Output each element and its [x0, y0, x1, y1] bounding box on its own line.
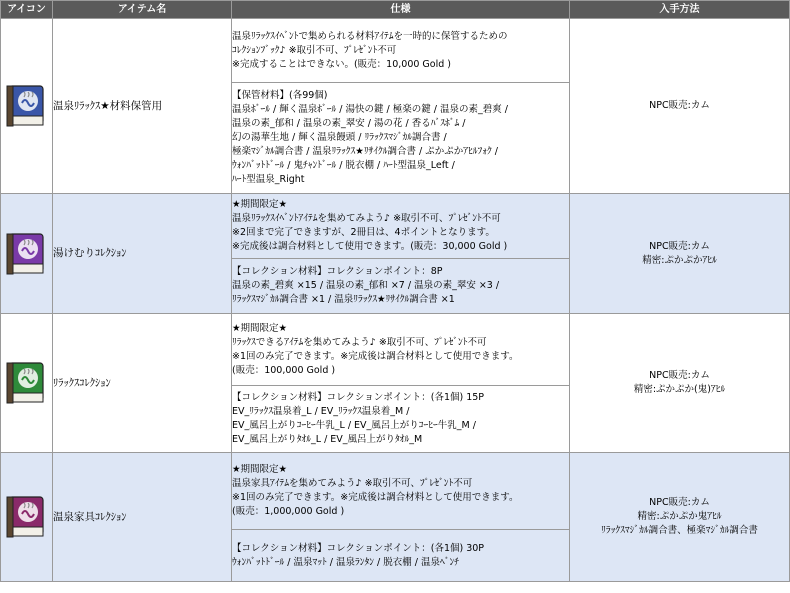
spec-line: 【コレクション材料】コレクションポイント：(各1個) 30P [232, 542, 485, 554]
spec-line: 温泉ﾘﾗｯｸｽｲﾍﾞﾝﾄで集められる材料ｱｲﾃﾑを一時的に保管するための [232, 30, 508, 42]
item-name [53, 19, 232, 194]
spec-line: ※1回のみ完了できます。※完成後は調合材料として使用できます。 [232, 350, 519, 362]
spec-line: 幻の湯華生地 / 輝く温泉饅頭 / ﾘﾗｯｸｽﾏｼﾞｶﾙ調合書 / [232, 132, 447, 143]
spec-line: 温泉ﾘﾗｯｸｽｲﾍﾞﾝﾄｱｲﾃﾑを集めてみよう♪ ※取引不可、ﾌﾟﾚｾﾞﾝﾄ不可 [232, 213, 501, 224]
spec-materials [232, 386, 570, 453]
steam-swirl-book-icon [5, 231, 49, 277]
item-icon-cell [1, 19, 53, 194]
spec-description [232, 314, 570, 386]
acquisition-line: ﾘﾗｯｸｽﾏｼﾞｶﾙ調合書、極楽ﾏｼﾞｶﾙ調合書 [601, 525, 758, 536]
spec-line: ★期間限定★ [232, 464, 288, 475]
spec-line: 【保管材料】(各99個) [232, 90, 328, 101]
table-row [1, 453, 790, 530]
spec-line: 温泉家具ｱｲﾃﾑを集めてみよう♪ ※取引不可、ﾌﾟﾚｾﾞﾝﾄ不可 [232, 478, 473, 489]
acquisition-line: 精密:ぷかぷかｱﾋﾙ [642, 254, 717, 266]
item-icon-cell [1, 453, 53, 582]
item-name-text: ﾘﾗｯｸｽｺﾚｸｼｮﾝ [53, 376, 111, 389]
table-row [1, 194, 790, 259]
spec-line: 【コレクション材料】コレクションポイント：8P [232, 266, 443, 277]
acquisition-method [570, 314, 790, 453]
spec-line: ｺﾚｸｼｮﾝﾌﾞｯｸ♪ ※取引不可、ﾌﾟﾚｾﾞﾝﾄ不可 [232, 44, 397, 56]
relax-book-icon [5, 360, 49, 406]
item-name-text: 温泉家具ｺﾚｸｼｮﾝ [53, 510, 127, 523]
item-icon-cell [1, 194, 53, 314]
spec-line: ★期間限定★ [232, 199, 288, 210]
item-name-text: 温泉ﾘﾗｯｸｽ★材料保管用 [53, 99, 163, 112]
spec-line: ※完成後は調合材料として使用できます。(販売：30,000 Gold ) [232, 241, 508, 252]
acquisition-line: NPC販売:カム [649, 240, 710, 252]
acquisition-line: 精密:ぷかぷか鬼ｱﾋﾙ [637, 511, 722, 522]
header-name: アイテム名 [53, 1, 232, 19]
spec-line: ★期間限定★ [232, 322, 288, 334]
spec-description [232, 19, 570, 83]
acquisition-line: NPC販売:カム [649, 497, 710, 508]
spec-materials [232, 259, 570, 314]
spec-description [232, 453, 570, 530]
spec-line: ﾘﾗｯｸｽﾏｼﾞｶﾙ調合書 ×1 / 温泉ﾘﾗｯｸｽ★ﾘｻｲｸﾙ調合書 ×1 [232, 294, 455, 305]
spec-line: 温泉の素_郁和 / 温泉の素_翠安 / 湯の花 / 香るﾊﾞｽﾎﾞﾑ / [232, 118, 466, 129]
spec-line: ﾘﾗｯｸｽできるｱｲﾃﾑを集めてみよう♪ ※取引不可、ﾌﾟﾚｾﾞﾝﾄ不可 [232, 336, 487, 348]
spec-materials [232, 530, 570, 582]
item-icon-cell [1, 314, 53, 453]
acquisition-line: 精密:ぷかぷか(鬼)ｱﾋﾙ [633, 384, 726, 395]
acquisition-line: NPC販売:カム [649, 370, 710, 381]
spec-line: ※完成することはできない。(販売：10,000 Gold ) [232, 58, 451, 70]
spec-line: EV_ﾘﾗｯｸｽ温泉着_L / EV_ﾘﾗｯｸｽ温泉着_M / [232, 406, 410, 417]
spec-line: ｳｫﾝﾊﾞｯﾄﾄﾞｰﾙ / 温泉ﾏｯﾄ / 温泉ﾗﾝﾀﾝ / 脱衣棚 / 温泉ﾍﾞﾝﾁ [232, 556, 459, 568]
spec-line: 【コレクション材料】コレクションポイント：(各1個) 15P [232, 392, 485, 403]
spec-line: 温泉の素_碧爽 ×15 / 温泉の素_郁和 ×7 / 温泉の素_翠安 ×3 / [232, 280, 500, 291]
item-name [53, 453, 232, 582]
item-name-text: 湯けむりｺﾚｸｼｮﾝ [53, 247, 127, 259]
furniture-book-icon [5, 494, 49, 540]
spec-line: ※1回のみ完了できます。※完成後は調合材料として使用できます。 [232, 492, 519, 503]
header-row [1, 1, 790, 19]
item-name [53, 314, 232, 453]
spec-line: ｳｫﾝﾊﾞｯﾄﾄﾞｰﾙ / 鬼ﾁｬﾝﾄﾞｰﾙ / 脱衣棚 / ﾊｰﾄ型温泉_Left / [232, 160, 455, 171]
header-how: 入手方法 [570, 1, 790, 19]
steam-bath-book-icon [5, 83, 49, 129]
spec-line: (販売：1,000,000 Gold ) [232, 506, 345, 517]
spec-line: ※2回まで完了できますが、2冊目は、4ポイントとなります。 [232, 227, 495, 238]
spec-line: EV_風呂上がりﾀｵﾙ_L / EV_風呂上がりﾀｵﾙ_M [232, 434, 423, 445]
table-row [1, 314, 790, 386]
acquisition-method [570, 194, 790, 314]
header-spec: 仕様 [232, 1, 570, 19]
table-row [1, 19, 790, 83]
spec-line: 温泉ﾎﾞｰﾙ / 輝く温泉ﾎﾞｰﾙ / 湯快の鍵 / 極楽の鍵 / 温泉の素_碧爽 / [232, 104, 508, 115]
item-name [53, 194, 232, 314]
spec-line: 極楽ﾏｼﾞｶﾙ調合書 / 温泉ﾘﾗｯｸｽ★ﾘｻｲｸﾙ調合書 / ぷかぷかｱﾋﾙﾌｫｸ / [232, 146, 498, 157]
acquisition-line: NPC販売:カム [649, 100, 710, 111]
spec-line: ﾊｰﾄ型温泉_Right [232, 174, 305, 185]
acquisition-method [570, 453, 790, 582]
spec-materials [232, 83, 570, 194]
spec-line: (販売：100,000 Gold ) [232, 364, 336, 376]
header-icon: アイコン [1, 1, 53, 19]
spec-line: EV_風呂上がりｺｰﾋｰ牛乳_L / EV_風呂上がりｺｰﾋｰ牛乳_M / [232, 420, 476, 431]
spec-description [232, 194, 570, 259]
acquisition-method [570, 19, 790, 194]
